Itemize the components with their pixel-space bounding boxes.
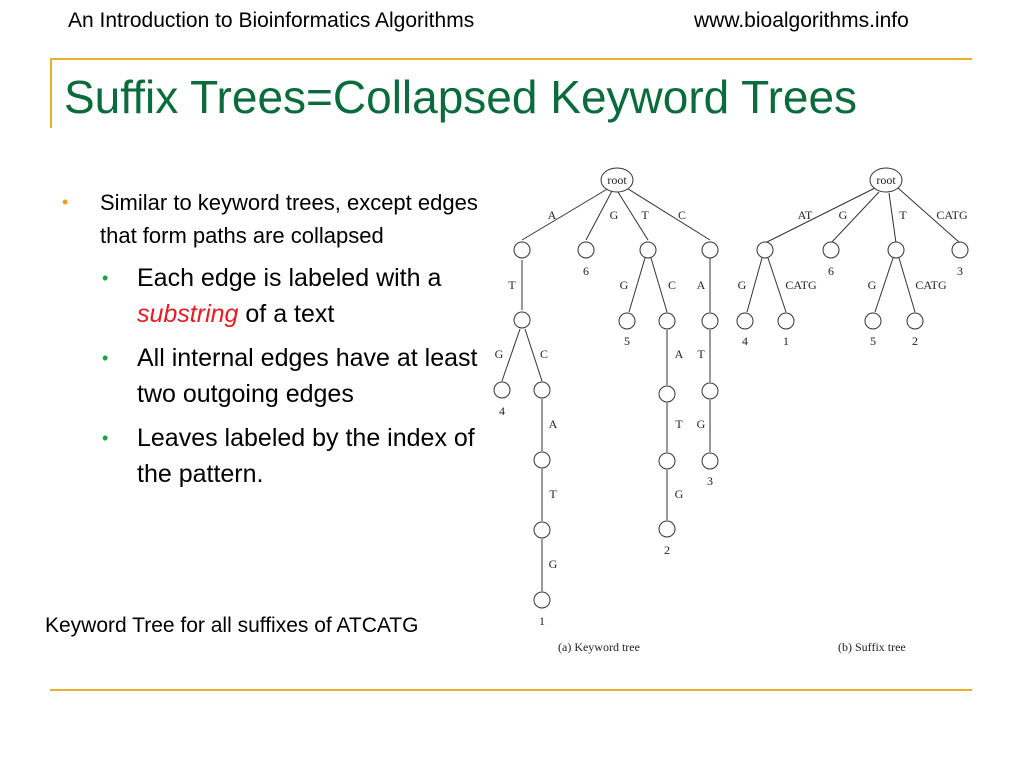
edge-label: CATG bbox=[915, 278, 947, 292]
suffix-tree-edges bbox=[747, 188, 960, 312]
edge-label: C bbox=[667, 278, 677, 292]
leaf-label: 6 bbox=[828, 264, 834, 278]
tree-node bbox=[534, 522, 550, 538]
edge-label: A bbox=[696, 278, 706, 292]
slide-title: Suffix Trees=Collapsed Keyword Trees bbox=[64, 71, 858, 123]
leaf-label: 3 bbox=[707, 474, 713, 488]
root-label: root bbox=[876, 173, 896, 187]
tree-node bbox=[659, 521, 675, 537]
bullet-marker-icon: • bbox=[62, 192, 69, 212]
edge-label: T bbox=[697, 347, 705, 361]
edge-label: G bbox=[867, 278, 877, 292]
edge-label: CATG bbox=[785, 278, 817, 292]
tree-node bbox=[534, 452, 550, 468]
tree-node bbox=[619, 313, 635, 329]
edge-label: T bbox=[675, 417, 683, 431]
leaf-label: 3 bbox=[957, 264, 963, 278]
edge-label: G bbox=[609, 208, 619, 222]
tree-node bbox=[865, 313, 881, 329]
tree-node bbox=[640, 242, 656, 258]
suffix-tree-caption: (b) Suffix tree bbox=[838, 640, 906, 654]
tree-node bbox=[578, 242, 594, 258]
leaf-label: 1 bbox=[539, 614, 545, 628]
tree-node bbox=[494, 382, 510, 398]
edge-label: CATG bbox=[936, 208, 968, 222]
tree-node bbox=[659, 313, 675, 329]
edge-label: C bbox=[677, 208, 687, 222]
header-website: www.bioalgorithms.info bbox=[694, 9, 909, 32]
edge-label: A bbox=[547, 208, 557, 222]
keyword-tree bbox=[494, 168, 718, 654]
edge-label: A bbox=[674, 347, 684, 361]
suffix-tree-nodes bbox=[737, 168, 968, 329]
leaf-label: 6 bbox=[583, 264, 589, 278]
keyword-tree-edges bbox=[502, 187, 710, 591]
edge-label: G bbox=[838, 208, 848, 222]
leaf-label: 4 bbox=[499, 404, 505, 418]
sub-bullet-1-emphasis: substring bbox=[137, 300, 239, 328]
tree-node bbox=[702, 383, 718, 399]
figure-caption: Keyword Tree for all suffixes of ATCATG bbox=[45, 614, 419, 637]
tree-node bbox=[907, 313, 923, 329]
tree-node bbox=[514, 312, 530, 328]
sub-bullet-marker-icon: • bbox=[102, 348, 109, 368]
sub-bullet-marker-icon: • bbox=[102, 428, 109, 448]
edge-label: G bbox=[619, 278, 629, 292]
edge-label: T bbox=[549, 487, 557, 501]
leaf-label: 5 bbox=[624, 334, 630, 348]
sub-bullet-2-text: All internal edges have at least two outgoing edges bbox=[137, 344, 478, 408]
root-label: root bbox=[607, 173, 627, 187]
leaf-label: 1 bbox=[783, 334, 789, 348]
suffix-tree-labels bbox=[738, 173, 968, 654]
edge-label: C bbox=[539, 347, 549, 361]
edge-label: G bbox=[696, 417, 706, 431]
tree-node bbox=[888, 242, 904, 258]
leaf-label: 2 bbox=[664, 543, 670, 557]
header-course-title: An Introduction to Bioinformatics Algorithms bbox=[68, 9, 475, 32]
tree-node bbox=[702, 313, 718, 329]
edge-label: G bbox=[494, 347, 504, 361]
edge-label: T bbox=[899, 208, 907, 222]
edge-label: AT bbox=[797, 208, 813, 222]
edge-label: G bbox=[548, 557, 558, 571]
tree-node bbox=[737, 313, 753, 329]
sub-bullet-1-pre: Each edge is labeled with a bbox=[137, 264, 442, 292]
sub-bullet-1-post: of a text bbox=[238, 300, 335, 328]
tree-node bbox=[702, 453, 718, 469]
edge-label: G bbox=[674, 487, 684, 501]
tree-node bbox=[534, 382, 550, 398]
tree-node bbox=[757, 242, 773, 258]
keyword-tree-nodes bbox=[494, 168, 718, 608]
sub-bullet-3-text: Leaves labeled by the index of the pattern. bbox=[137, 424, 475, 488]
tree-node bbox=[659, 453, 675, 469]
tree-node bbox=[823, 242, 839, 258]
leaf-label: 4 bbox=[742, 334, 748, 348]
edge-label: T bbox=[508, 278, 516, 292]
sub-bullet-marker-icon: • bbox=[102, 268, 109, 288]
leaf-label: 5 bbox=[870, 334, 876, 348]
tree-node bbox=[659, 386, 675, 402]
suffix-tree bbox=[737, 168, 968, 654]
tree-node bbox=[778, 313, 794, 329]
bullet-main-text: Similar to keyword trees, except edges that form paths are collapsed bbox=[100, 190, 478, 248]
edge-label: G bbox=[737, 278, 747, 292]
keyword-tree-caption: (a) Keyword tree bbox=[558, 640, 640, 654]
leaf-label: 2 bbox=[912, 334, 918, 348]
edge-label: T bbox=[641, 208, 649, 222]
tree-node bbox=[534, 592, 550, 608]
tree-node bbox=[952, 242, 968, 258]
edge-label: A bbox=[548, 417, 558, 431]
tree-node bbox=[702, 242, 718, 258]
tree-node bbox=[514, 242, 530, 258]
